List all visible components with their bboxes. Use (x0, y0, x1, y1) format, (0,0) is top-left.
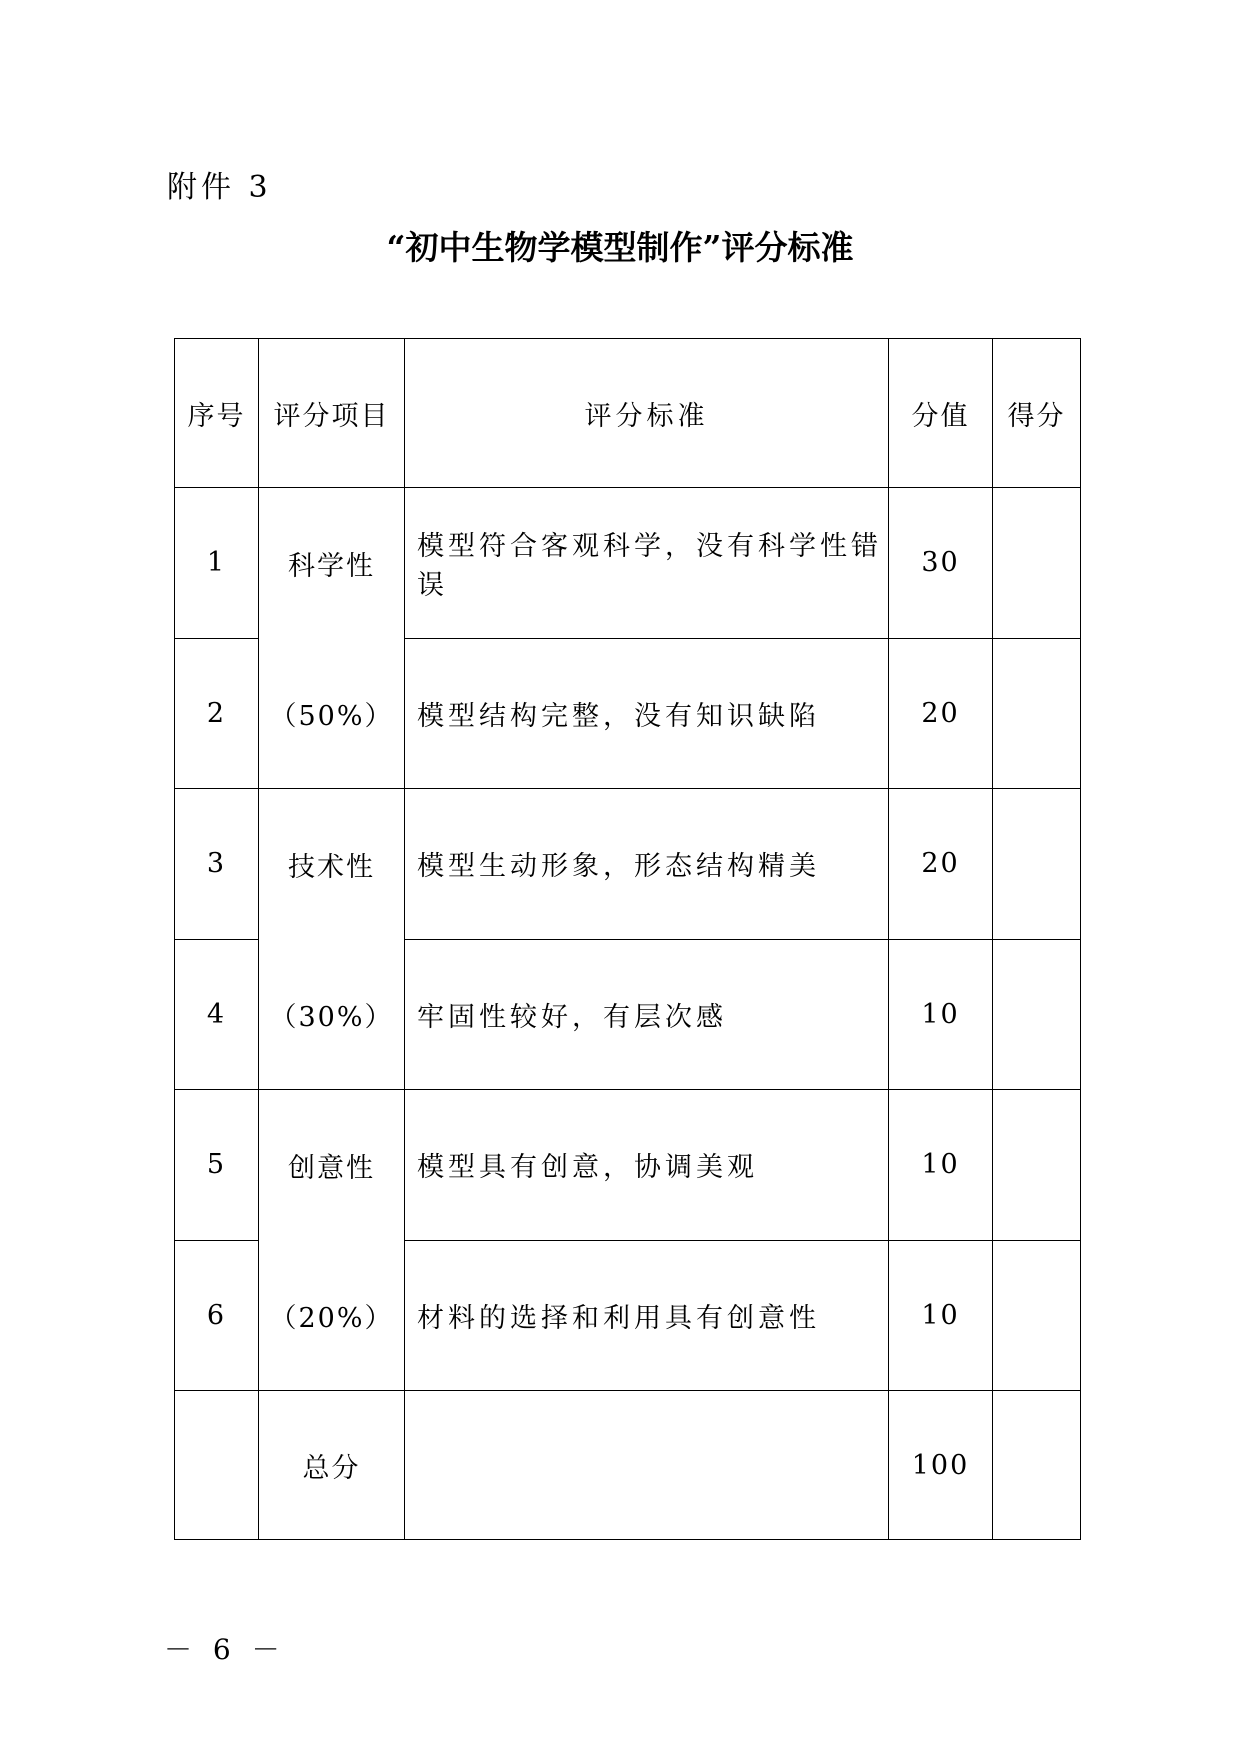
table-row (175, 1090, 1081, 1241)
item-name: 技术性 (288, 851, 375, 883)
total-no (175, 1391, 259, 1540)
row-no: 5 (175, 1090, 259, 1241)
total-standard (405, 1391, 889, 1540)
row-no: 3 (175, 789, 259, 940)
item-group-science (259, 488, 405, 789)
item-group-technique (259, 789, 405, 1090)
row-score-cell[interactable] (993, 1090, 1081, 1241)
row-standard: 模型生动形象，形态结构精美 (405, 789, 889, 940)
row-value: 10 (889, 1240, 993, 1391)
item-group-creativity (259, 1090, 405, 1391)
total-score-cell[interactable] (993, 1391, 1081, 1540)
row-score-cell[interactable] (993, 638, 1081, 789)
table-row (175, 789, 1081, 940)
row-value: 30 (889, 488, 993, 639)
row-value: 20 (889, 638, 993, 789)
total-row (175, 1391, 1081, 1540)
row-score-cell[interactable] (993, 488, 1081, 639)
item-name: 科学性 (288, 550, 375, 582)
table-header-row (175, 339, 1081, 488)
total-label: 总分 (259, 1391, 405, 1540)
row-no: 2 (175, 638, 259, 789)
row-standard: 模型符合客观科学，没有科学性错误 (405, 488, 889, 639)
item-weight: （50%） (269, 700, 394, 732)
row-standard: 材料的选择和利用具有创意性 (405, 1240, 889, 1391)
row-standard: 模型结构完整，没有知识缺陷 (405, 638, 889, 789)
row-score-cell[interactable] (993, 789, 1081, 940)
row-no: 1 (175, 488, 259, 639)
header-no: 序号 (175, 339, 259, 488)
header-score: 得分 (993, 339, 1081, 488)
row-value: 10 (889, 939, 993, 1090)
row-no: 6 (175, 1240, 259, 1391)
row-standard: 牢固性较好，有层次感 (405, 939, 889, 1090)
scoring-table (174, 338, 1081, 1540)
attachment-label: 附件 3 (167, 170, 272, 205)
item-weight: （20%） (269, 1302, 394, 1334)
total-value: 100 (889, 1391, 993, 1540)
table-row (175, 488, 1081, 639)
page-number: － 6 － (164, 1633, 286, 1666)
row-value: 10 (889, 1090, 993, 1241)
row-no: 4 (175, 939, 259, 1090)
item-name: 创意性 (288, 1152, 375, 1184)
item-weight: （30%） (269, 1001, 394, 1033)
document-title: “初中生物学模型制作”评分标准 (386, 228, 854, 267)
row-value: 20 (889, 789, 993, 940)
header-item: 评分项目 (259, 339, 405, 488)
header-standard: 评分标准 (405, 339, 889, 488)
row-score-cell[interactable] (993, 939, 1081, 1090)
row-standard: 模型具有创意，协调美观 (405, 1090, 889, 1241)
row-score-cell[interactable] (993, 1240, 1081, 1391)
header-value: 分值 (889, 339, 993, 488)
